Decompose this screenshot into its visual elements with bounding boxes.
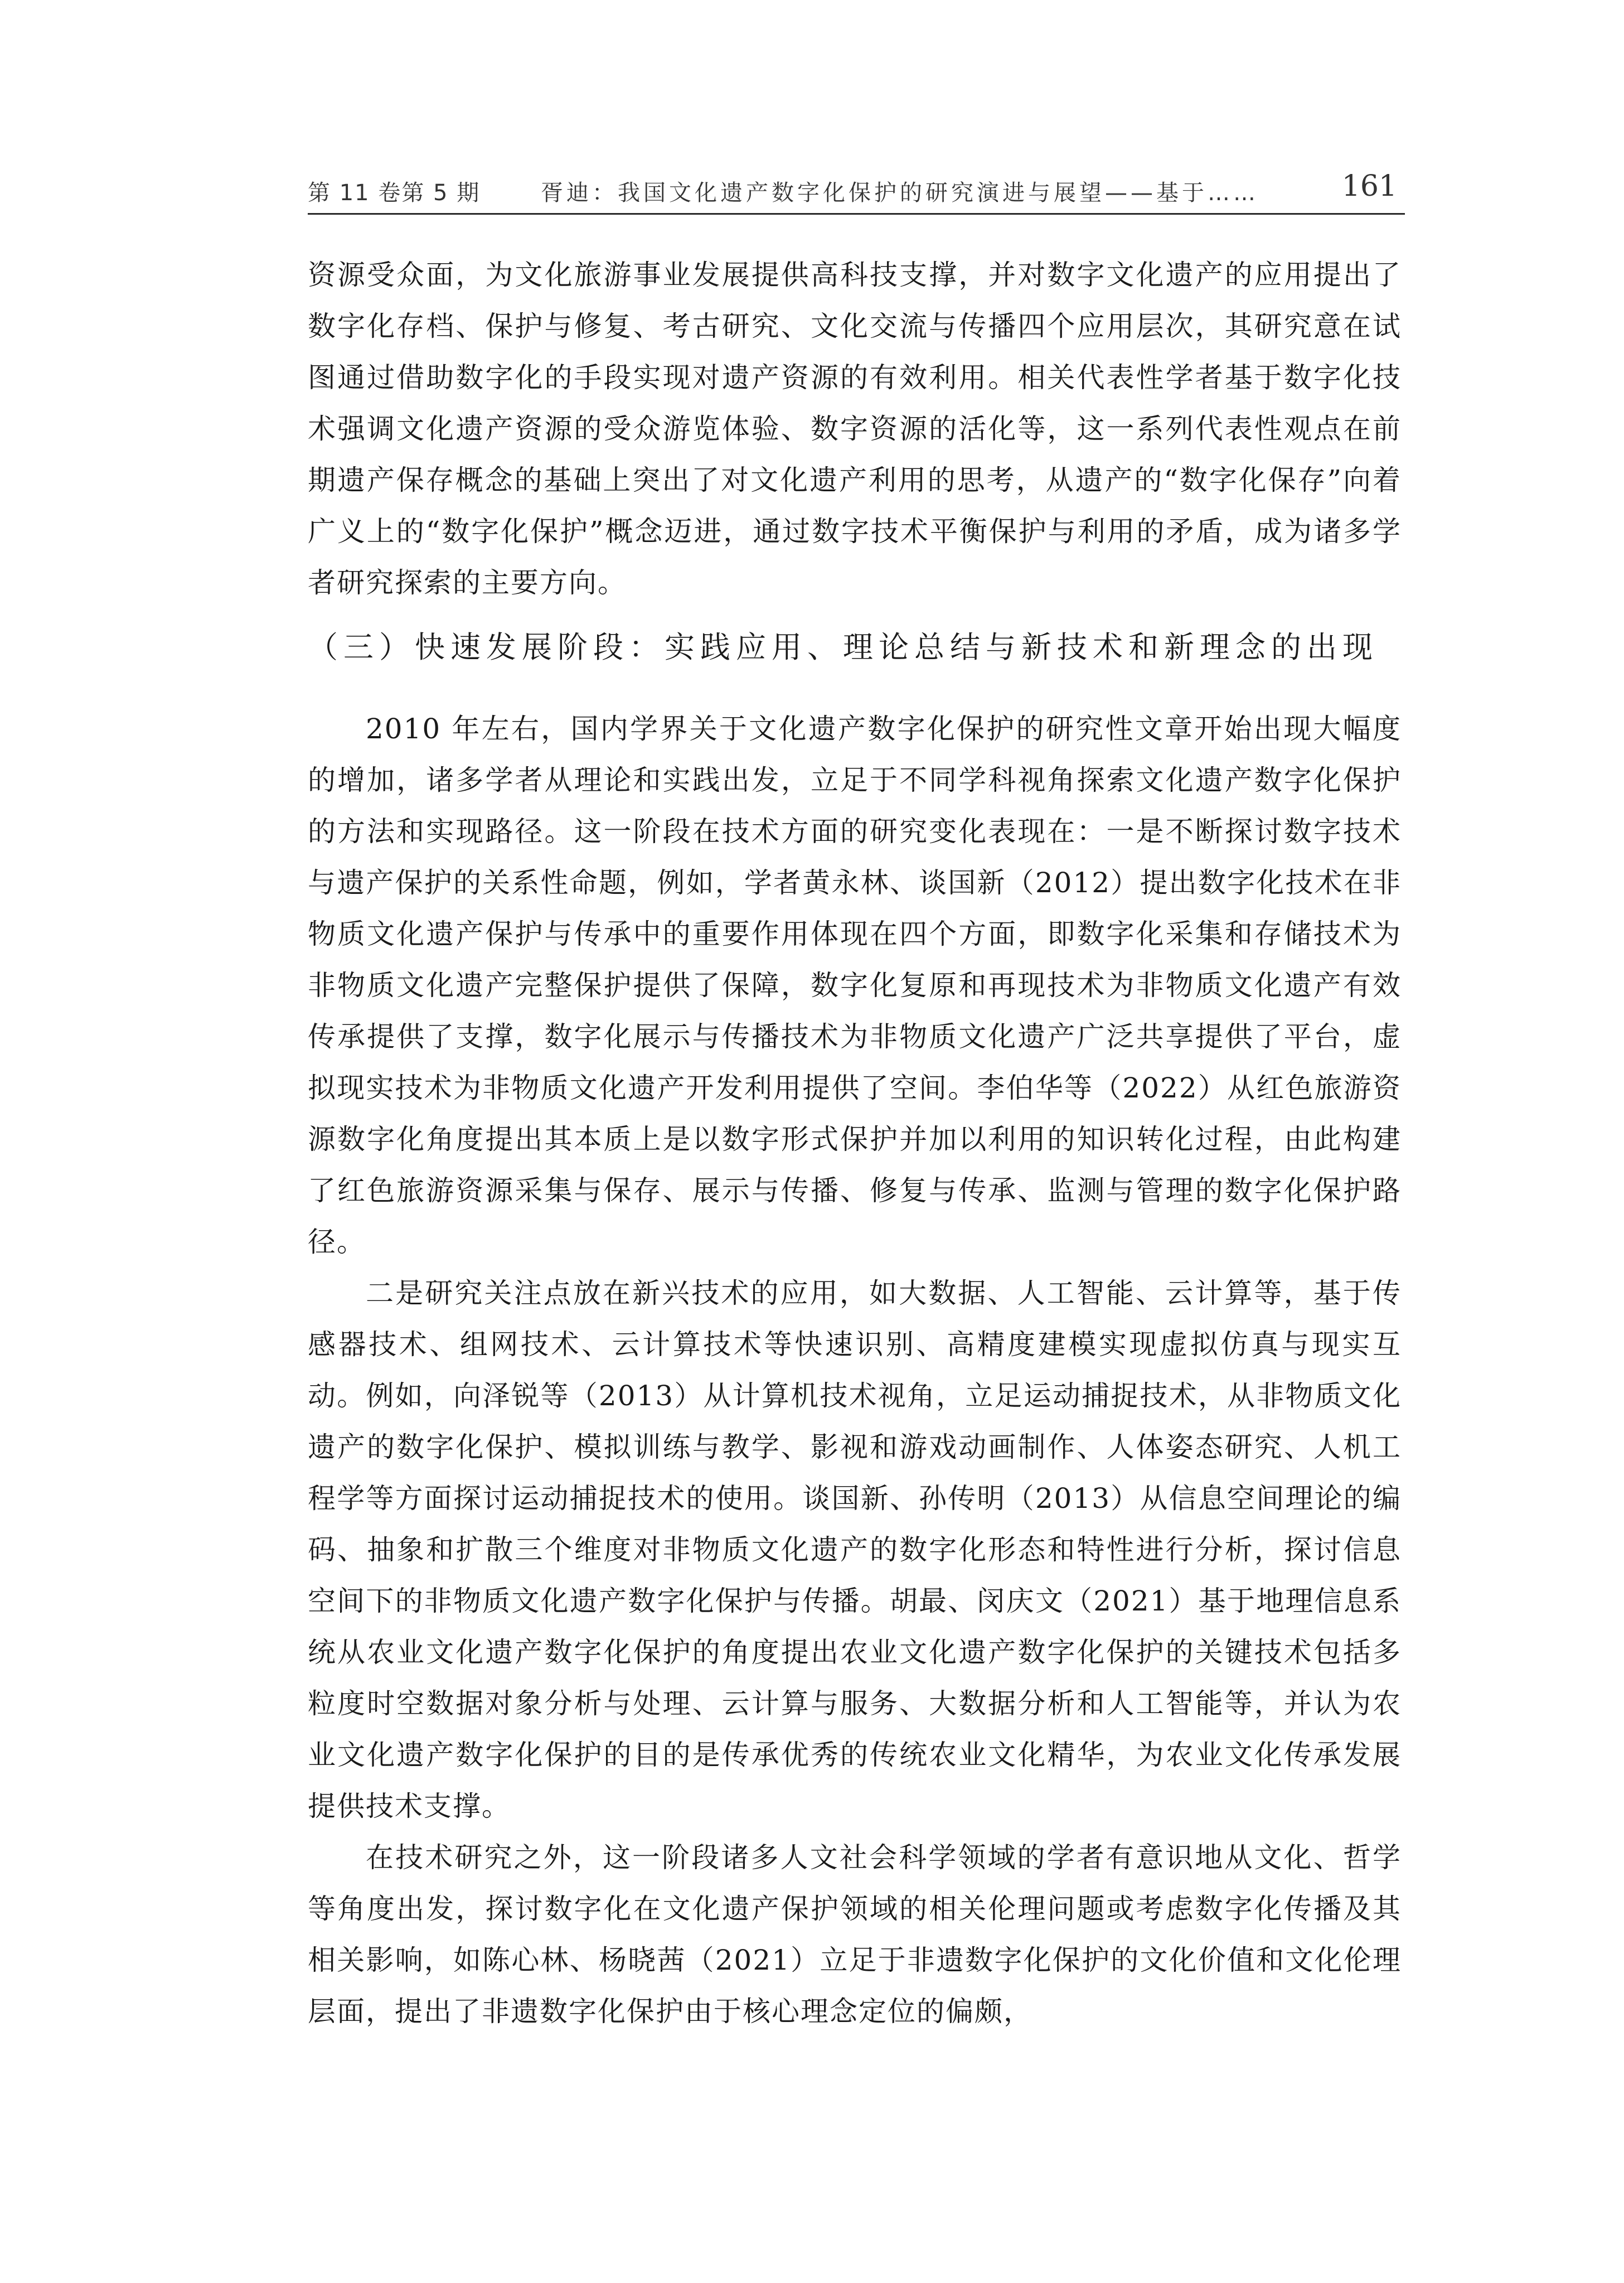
running-title: 胥迪：我国文化遗产数字化保护的研究演进与展望——基于……: [541, 180, 1259, 206]
paragraph-1: 资源受众面，为文化旅游事业发展提供高科技支撑，并对数字文化遗产的应用提出了数字化存档、保护与修复、考古研究、文化交流与传播四个应用层次，其研究意在试图通过借助数字化的手段实现对遗产资源的有效利用。相关代表性学者基于数字化技术强调文化遗产资源的受众游览体验、数字资源的活化等，这一系列代表性观点在前期遗产保存概念的基础上突出了对文化遗产利用的思考，从遗产的“数字化保存”向着广义上的“数字化保护”概念迈进，通过数字技术平衡保护与利用的矛盾，成为诸多学者研究探索的主要方向。: [308, 259, 1402, 599]
paragraph-2: 2010 年左右，国内学界关于文化遗产数字化保护的研究性文章开始出现大幅度的增加，诸多学者从理论和实践出发，立足于不同学科视角探索文化遗产数字化保护的方法和实现路径。这一阶段在技术方面的研究变化表现在：一是不断探讨数字技术与遗产保护的关系性命题，例如，学者黄永林、谈国新（2012）提出数字化技术在非物质文化遗产保护与传承中的重要作用体现在四个方面，即数字化采集和存储技术为非物质文化遗产完整保护提供了保障，数字化复原和再现技术为非物质文化遗产有效传承提供了支撑，数字化展示与传播技术为非物质文化遗产广泛共享提供了平台，虚拟现实技术为非物质文化遗产开发利用提供了空间。李伯华等（2022）从红色旅游资源数字化角度提出其本质上是以数字形式保护并加以利用的知识转化过程，由此构建了红色旅游资源采集与保存、展示与传播、修复与传承、监测与管理的数字化保护路径。: [308, 713, 1402, 1258]
page-number: 161: [1341, 170, 1397, 203]
section-heading: （三）快速发展阶段：实践应用、理论总结与新技术和新理念的出现: [308, 630, 1378, 665]
running-header: [308, 170, 1405, 215]
paragraph-4: 在技术研究之外，这一阶段诸多人文社会科学领域的学者有意识地从文化、哲学等角度出发，探讨数字化在文化遗产保护领域的相关伦理问题或考虑数字化传播及其相关影响，如陈心林、杨晓茜（2021）立足于非遗数字化保护的文化价值和文化伦理层面，提出了非遗数字化保护由于核心理念定位的偏颇，: [308, 1841, 1402, 2028]
paragraph-3: 二是研究关注点放在新兴技术的应用，如大数据、人工智能、云计算等，基于传感器技术、组网技术、云计算技术等快速识别、高精度建模实现虚拟仿真与现实互动。例如，向泽锐等（2013）从计算机技术视角，立足运动捕捉技术，从非物质文化遗产的数字化保护、模拟训练与教学、影视和游戏动画制作、人体姿态研究、人机工程学等方面探讨运动捕捉技术的使用。谈国新、孙传明（2013）从信息空间理论的编码、抽象和扩散三个维度对非物质文化遗产的数字化形态和特性进行分析，探讨信息空间下的非物质文化遗产数字化保护与传播。胡最、闵庆文（2021）基于地理信息系统从农业文化遗产数字化保护的角度提出农业文化遗产数字化保护的关键技术包括多粒度时空数据对象分析与处理、云计算与服务、大数据分析和人工智能等，并认为农业文化遗产数字化保护的目的是传承优秀的传统农业文化精华，为农业文化传承发展提供技术支撑。: [308, 1277, 1402, 1822]
article-body: [308, 249, 1402, 2037]
journal-volume: 第 11 卷第 5 期: [308, 180, 481, 206]
